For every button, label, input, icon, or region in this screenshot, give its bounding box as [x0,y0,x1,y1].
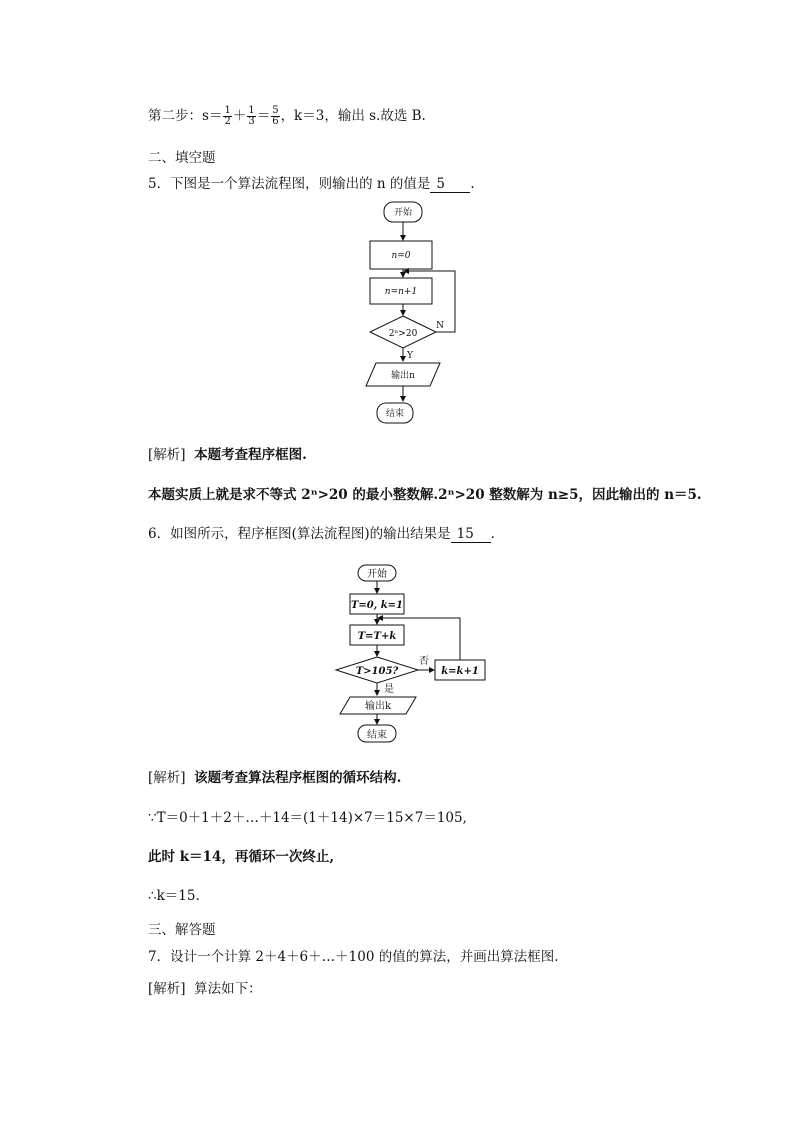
flow5-no-label: N [436,321,444,331]
answer-blank-5: 5 [430,176,470,193]
flow6-start-label: 开始 [367,569,387,580]
section-heading-answer: 三、解答题 [148,922,216,938]
analysis-label: [解析] [148,770,186,786]
step2-line: 第二步：s＝ $\frac{1}{2}$ ＋ $\frac{1}{3}$ ＝ $\frac{5}{6}$ ，k＝3，输出 s.故选 B. [148,105,426,127]
question-5: 5．下图是一个算法流程图，则输出的 n 的值是 5 . [148,176,475,192]
step2-suffix: ，k＝3，输出 s.故选 B. [280,108,426,124]
flow5-start-label: 开始 [393,208,413,218]
flow5-output-label: 输出n [391,371,415,381]
analysis-6-line2: ∵T＝0＋1＋2＋…＋14＝(1＋14)×7＝15×7＝105, [148,810,467,826]
flow5-update-label: n=n+1 [384,287,418,297]
flow6-yes-label: 是 [384,684,394,695]
flow6-inc-label: k=k+1 [441,666,479,677]
analysis-7: [解析] 算法如下： [148,981,262,997]
question-7: 7．设计一个计算 2＋4＋6＋…＋100 的值的算法，并画出算法框图. [148,949,559,965]
flow6-update-label: T=T+k [357,631,397,642]
flow6-init-label: T=0, k=1 [350,600,404,611]
fraction-third: $\frac{1}{3}$ [248,105,255,127]
flow6-no-label: 否 [419,656,429,667]
answer-blank-6: 15 [451,526,491,543]
flow6-condition-label: T>105? [355,666,399,677]
analysis-5-line2: 本题实质上就是求不等式 2ⁿ>20 的最小整数解.2ⁿ>20 整数解为 n≥5，因此输出的 n＝5. [148,487,702,503]
analysis-6-line1: [解析] 该题考查算法程序框图的循环结构. [148,770,402,786]
analysis-5-line1: [解析] 本题考查程序框图. [148,447,307,463]
fraction-five-sixths: $\frac{5}{6}$ [272,105,279,127]
fraction-half: $\frac{1}{2}$ [224,105,231,127]
analysis-6-line4: ∴k＝15. [148,888,200,904]
flow6-output-label: 输出k [364,701,392,712]
flow5-end-label: 结束 [385,409,405,419]
flow6-end-label: 结束 [367,730,387,741]
question-6: 6．如图所示，程序框图(算法流程图)的输出结果是 15 . [148,526,495,542]
analysis-6-line3: 此时 k＝14，再循环一次终止, [148,849,335,865]
analysis-label: [解析] [148,981,186,997]
section-heading-fill-in: 二、填空题 [148,150,216,166]
flow5-yes-label: Y [407,351,413,361]
flow5-condition-label: 2ⁿ>20 [388,329,418,339]
step2-prefix: 第二步：s＝ [148,108,223,124]
analysis-label: [解析] [148,447,186,463]
flow5-init-label: n=0 [391,251,411,261]
